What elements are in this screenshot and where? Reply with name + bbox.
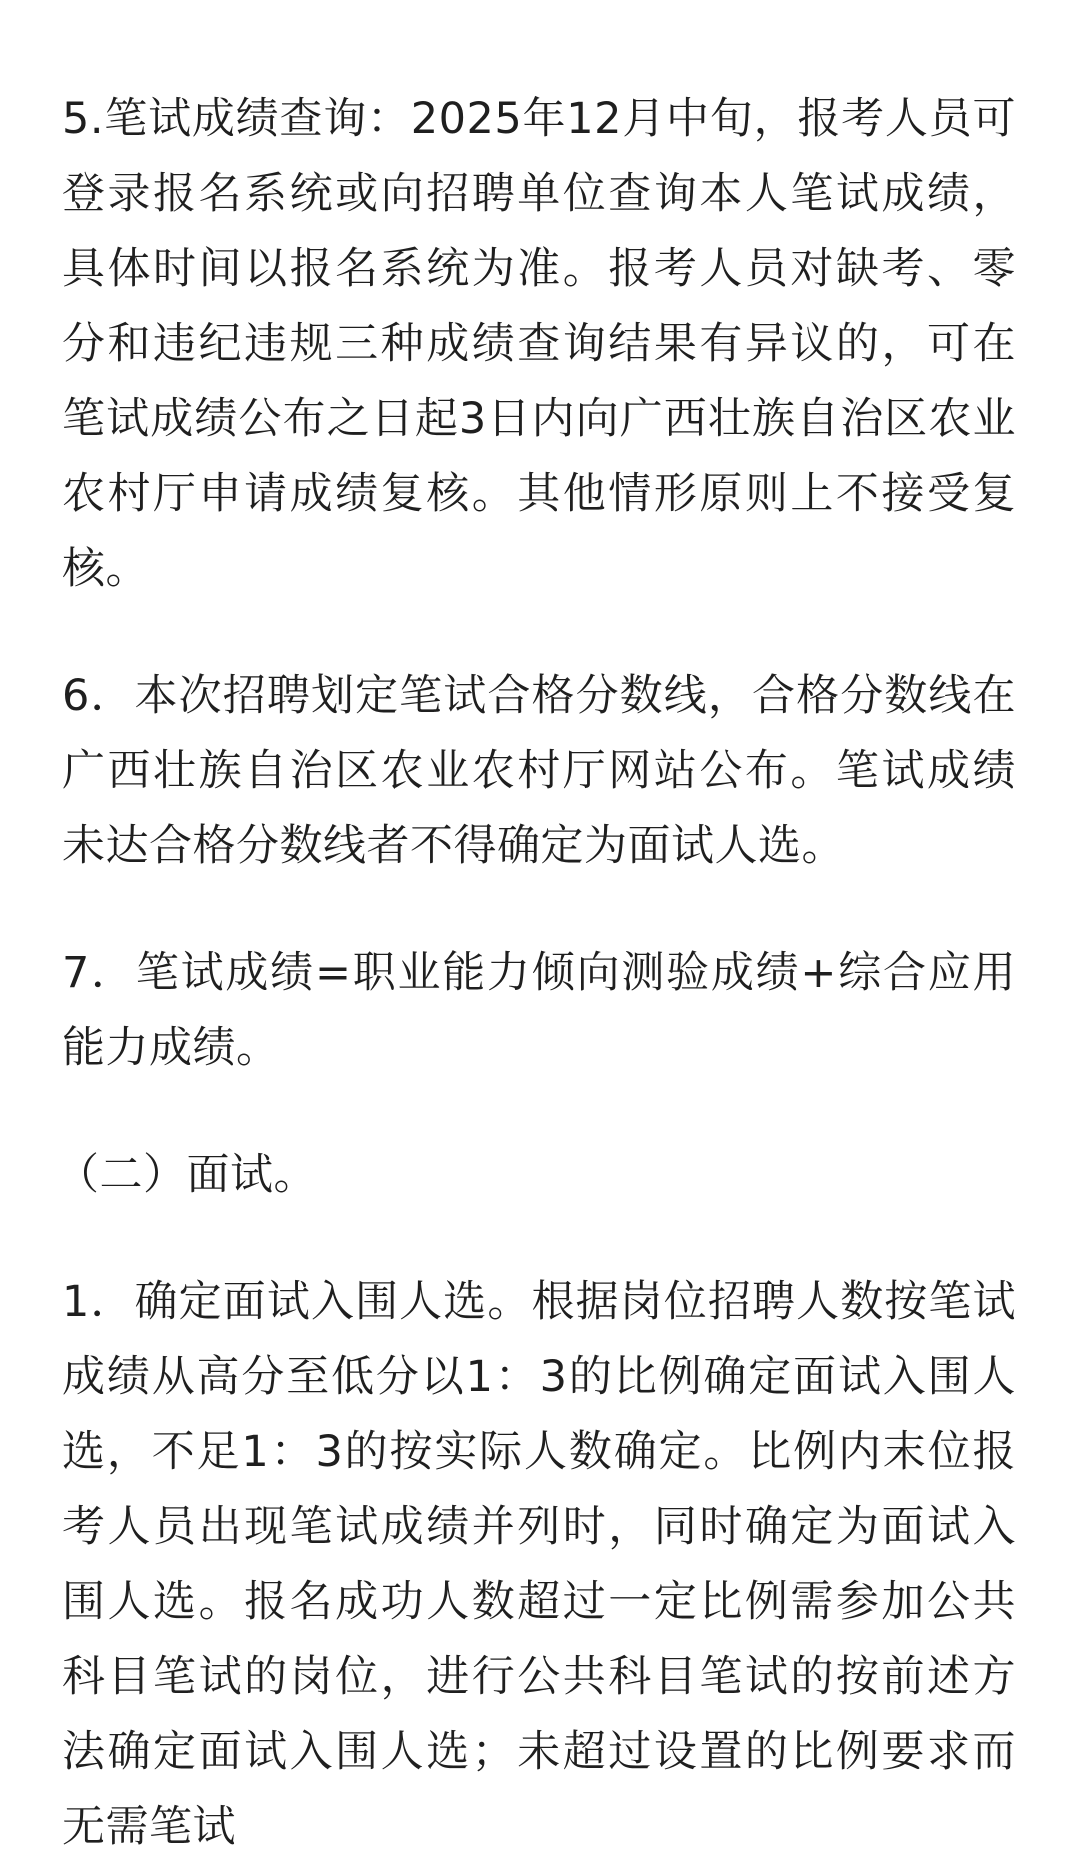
paragraph-written-score-inquiry: 5.笔试成绩查询：2025年12月中旬，报考人员可登录报名系统或向招聘单位查询本人笔试成绩，具体时间以报名系统为准。报考人员对缺考、零分和违纪违规三种成绩查询结果有异议的，可在笔试成绩公布之日起3日内向广西壮族自治区农业农村厅申请成绩复核。其他情形原则上不接受复核。 (62, 94, 1016, 594)
paragraph-passing-score-line: 6．本次招聘划定笔试合格分数线，合格分数线在广西壮族自治区农业农村厅网站公布。笔试成绩未达合格分数线者不得确定为面试人选。 (62, 671, 1016, 871)
paragraph-interview-candidates: 1．确定面试入围人选。根据岗位招聘人数按笔试成绩从高分至低分以1：3的比例确定面试入围人选，不足1：3的按实际人数确定。比例内末位报考人员出现笔试成绩并列时，同时确定为面试入围人选。报名成功人数超过一定比例需参加公共科目笔试的岗位，进行公共科目笔试的按前述方法确定面试入围人选；未超过设置的比例要求而无需笔试 (62, 1277, 1016, 1852)
paragraph-written-score-formula: 7．笔试成绩=职业能力倾向测验成绩+综合应用能力成绩。 (62, 948, 1016, 1073)
section-heading-interview: （二）面试。 (56, 1150, 317, 1200)
